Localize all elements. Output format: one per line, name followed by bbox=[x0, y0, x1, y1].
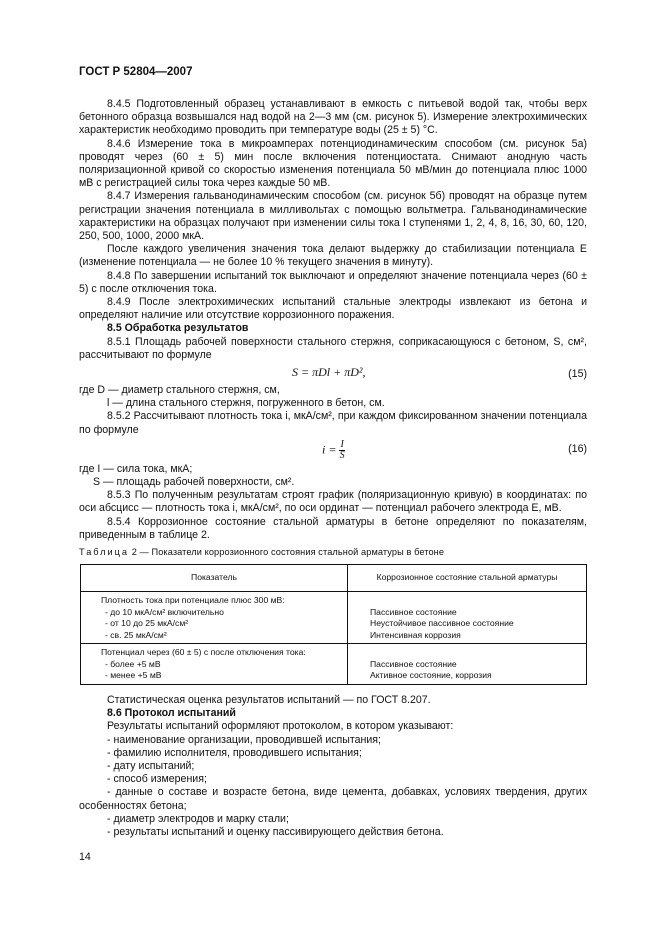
section-heading-8-5: 8.5 Обработка результатов bbox=[107, 322, 249, 335]
row2-state-b: Активное состояние, коррозия bbox=[370, 670, 492, 680]
corrosion-table bbox=[80, 564, 587, 685]
paragraph-8-5-4: 8.5.4 Коррозионное состояние стальной арматуры в бетоне определяют по показателям, приведенным в таблице 2. bbox=[79, 515, 587, 541]
list-item: - способ измерения; bbox=[107, 773, 207, 786]
row2-item-b: - менее +5 мВ bbox=[105, 670, 162, 680]
paragraph-8-5-3: 8.5.3 По полученным результатам строят график (поляризационную кривую) в координатах: по оси абсцисс — плотность тока i, мкА/см², по оси ординат — потенциал рабочего электрода Е, мВ. bbox=[79, 489, 587, 515]
where-s: S — площадь рабочей поверхности, см². bbox=[93, 476, 295, 489]
paragraph-8-5-2: 8.5.2 Рассчитывают плотность тока i, мкА/см², при каждом фиксированном значении потенциала по формуле bbox=[79, 410, 587, 436]
table-cell-potential bbox=[81, 644, 348, 685]
where-i: где I — сила тока, мкА; bbox=[79, 462, 193, 475]
body-section-8-6 bbox=[79, 694, 587, 839]
section-heading-8-6: 8.6 Протокол испытаний bbox=[107, 707, 236, 720]
table-cell-current-density bbox=[81, 592, 348, 644]
paragraph-8-6: Результаты испытаний оформляют протоколом, в котором указывают: bbox=[107, 720, 454, 733]
page-header: ГОСТ Р 52804—2007 bbox=[79, 66, 193, 78]
formula-15 bbox=[79, 362, 587, 384]
paragraph-8-5-1: 8.5.1 Площадь рабочей поверхности стального стержня, соприкасающуюся с бетоном, S, см², рассчитывают по формуле bbox=[79, 335, 587, 361]
table-row bbox=[81, 644, 587, 685]
row1-state-c: Интенсивная коррозия bbox=[370, 629, 461, 640]
list-item: - диаметр электродов и марку стали; bbox=[107, 812, 289, 825]
row1-item-c: - св. 25 мкА/см² bbox=[105, 629, 167, 640]
page-number: 14 bbox=[79, 851, 91, 863]
formula-16-expression bbox=[322, 440, 345, 461]
table-row bbox=[81, 592, 587, 644]
formula-16-lhs: i = bbox=[322, 442, 337, 457]
formula-15-expression: S = πDl + πD², bbox=[292, 365, 366, 380]
table-header-indicator: Показатель bbox=[81, 565, 348, 592]
row1-heading: Плотность тока при потенциале плюс 300 мВ: bbox=[101, 595, 285, 605]
table-header-state: Коррозионное состояние стальной арматуры bbox=[348, 565, 587, 592]
formula-16-numerator: I bbox=[340, 438, 344, 450]
table-header-row bbox=[81, 565, 587, 592]
paragraph-8-4-7: 8.4.7 Измерения гальванодинамическим способом (см. рисунок 5б) проводят на образце путем регистрации значения потенциала в милливольтах с помощью вольтметра. Гальванодинамические характеристики на образцах получают при изменении силы тока I ступенями 1, 2, 4, 8, 16, 30, 60, 120, 250, 500, 1000, 2000 мкА. bbox=[79, 190, 587, 243]
formula-16-number: (16) bbox=[568, 442, 587, 455]
table-cell-state-2 bbox=[348, 644, 587, 685]
formula-16 bbox=[79, 437, 587, 463]
paragraph-8-4-9: 8.4.9 После электрохимических испытаний стальные электроды извлекают из бетона и определяют наличие или отсутствие коррозионного поражения. bbox=[79, 296, 587, 322]
row1-item-b: - от 10 до 25 мкА/см² bbox=[105, 618, 189, 628]
row2-heading: Потенциал через (60 ± 5) с после отключения тока: bbox=[101, 647, 306, 657]
table-caption-text: 2 — Показатели коррозионного состояния стальной арматуры в бетоне bbox=[131, 547, 445, 557]
paragraph-8-4-6: 8.4.6 Измерение тока в микроамперах потенциодинамическим способом (см. рисунок 5а) проводят через (60 ± 5) мин после включения потенциостата. Снимают анодную часть поляризационной кривой со скоростью изменения потенциала 50 мВ/мин до потенциала плюс 1000 мВ с регистрацией силы тока через каждые 50 мВ. bbox=[79, 137, 587, 190]
row1-state-a: Пассивное состояние bbox=[370, 606, 457, 617]
list-item: - дату испытаний; bbox=[107, 760, 195, 773]
body-section-8-4 bbox=[79, 98, 587, 542]
paragraph-8-4-8: 8.4.8 По завершении испытаний ток выключают и определяют значение потенциала через (60 ± 5) с после отключения тока. bbox=[79, 269, 587, 295]
table-caption-word: Таблица bbox=[79, 547, 130, 557]
where-d: где D — диаметр стального стержня, см, bbox=[79, 384, 280, 397]
row1-item-a: - до 10 мкА/см² включительно bbox=[105, 606, 224, 617]
table-caption bbox=[79, 546, 444, 559]
row2-item-a: - более +5 мВ bbox=[105, 658, 161, 669]
list-item: - данные о составе и возрасте бетона, виде цемента, добавках, условиях твердения, других особенностях бетона; bbox=[79, 786, 587, 812]
row1-state-b: Неустойчивое пассивное состояние bbox=[370, 618, 514, 628]
formula-15-number: (15) bbox=[568, 368, 587, 381]
statistics-note: Статистическая оценка результатов испытаний — по ГОСТ 8.207. bbox=[107, 694, 431, 706]
row2-state-a: Пассивное состояние bbox=[370, 658, 457, 669]
formula-16-fraction bbox=[339, 440, 344, 461]
paragraph-8-4-5: 8.4.5 Подготовленный образец устанавливают в емкость с питьевой водой так, чтобы верх бетонного образца возвышался над водой на 2—3 мм (см. рисунок 5). Измерение электрохимических характеристик необходимо проводить при температуре воды (25 ± 5) °С. bbox=[79, 98, 587, 137]
list-item: - фамилию исполнителя, проводившего испытания; bbox=[107, 746, 362, 759]
list-item: - результаты испытаний и оценку пассивирующего действия бетона. bbox=[107, 826, 444, 839]
formula-16-denominator: S bbox=[339, 449, 345, 461]
where-l: l — длина стального стержня, погруженного в бетон, см. bbox=[107, 397, 385, 410]
paragraph-8-4-7-continued: После каждого увеличения значения тока делают выдержку до стабилизации потенциала Е (изменение потенциала — не более 10 % текущего значения в минуту). bbox=[79, 243, 587, 269]
table-cell-state-1 bbox=[348, 592, 587, 644]
list-item: - наименование организации, проводившей испытания; bbox=[107, 733, 381, 746]
